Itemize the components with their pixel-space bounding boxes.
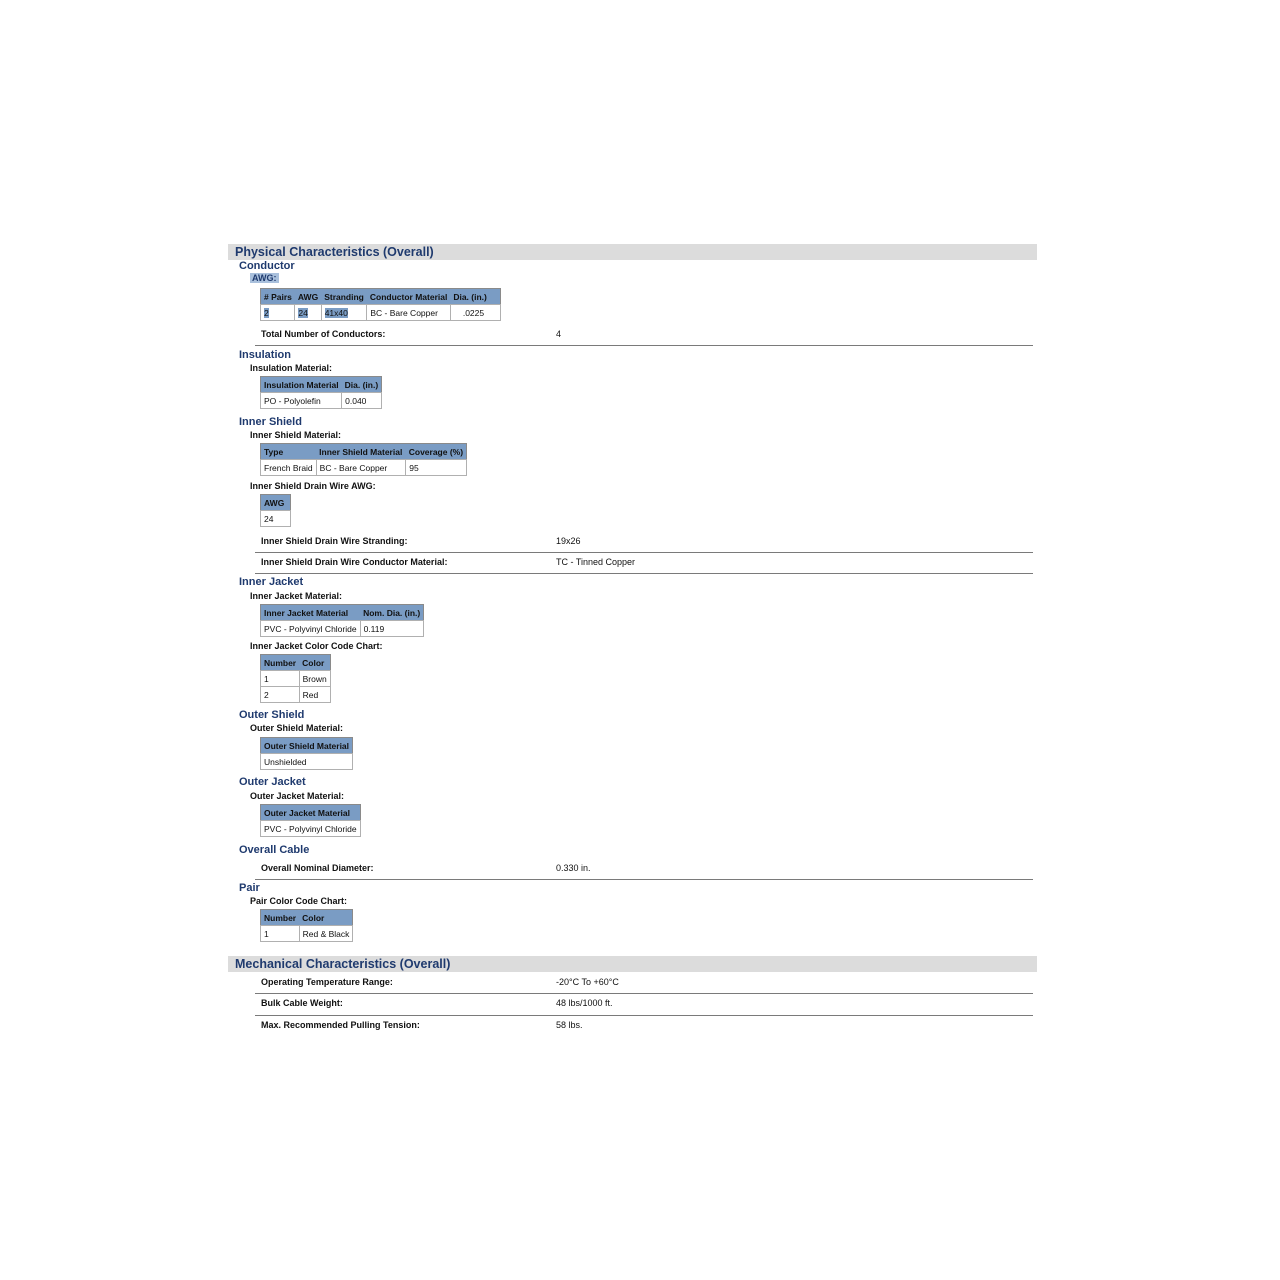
col-header-pairs: # Pairs (261, 289, 295, 305)
table-header-row (261, 655, 331, 671)
inner-jacket-color-label: Inner Jacket Color Code Chart: (250, 641, 383, 651)
inner-shield-drain-awg-label: Inner Shield Drain Wire AWG: (250, 481, 376, 491)
table-header-row (261, 377, 382, 393)
outer-shield-material-label: Outer Shield Material: (250, 723, 344, 733)
outer-shield-table (260, 737, 353, 770)
cell-number: 1 (261, 926, 300, 942)
table-header-row (261, 495, 291, 511)
divider (255, 1015, 1033, 1016)
col-header-diameter: Dia. (in.) (450, 289, 500, 305)
table-row (261, 305, 501, 321)
pair-title: Pair (239, 882, 260, 894)
mechanical-section-title: Mechanical Characteristics (Overall) (228, 956, 1037, 972)
pair-color-label: Pair Color Code Chart: (250, 896, 348, 906)
col-header-type: Type (261, 444, 317, 460)
col-header-number: Number (261, 910, 300, 926)
inner-shield-title: Inner Shield (239, 416, 302, 428)
col-header-number: Number (261, 655, 300, 671)
overall-diameter-value: 0.330 in. (556, 863, 591, 873)
divider (255, 345, 1033, 346)
bulk-weight-label: Bulk Cable Weight: (261, 998, 343, 1008)
drain-conductor-label: Inner Shield Drain Wire Conductor Material: (261, 557, 448, 567)
table-row (261, 511, 291, 527)
cell-outer-jacket-material: PVC - Polyvinyl Chloride (261, 821, 361, 837)
outer-shield-title: Outer Shield (239, 709, 305, 721)
cell-stranding-text: 41x40 (324, 307, 348, 318)
cell-awg-text: 24 (298, 307, 308, 318)
cell-number: 1 (261, 671, 300, 687)
operating-temp-label: Operating Temperature Range: (261, 977, 393, 987)
bulk-weight-value: 48 lbs/1000 ft. (556, 998, 613, 1008)
outer-jacket-title: Outer Jacket (239, 776, 306, 788)
table-header-row (261, 738, 353, 754)
cell-inner-shield-material: BC - Bare Copper (316, 460, 406, 476)
col-header-insulation-material: Insulation Material (261, 377, 342, 393)
cell-coverage: 95 (406, 460, 467, 476)
table-header-row (261, 805, 361, 821)
table-row (261, 754, 353, 770)
table-header-row (261, 605, 424, 621)
divider (255, 879, 1033, 880)
cell-awg (295, 305, 321, 321)
divider (255, 552, 1033, 553)
physical-section-title: Physical Characteristics (Overall) (228, 244, 1037, 260)
total-conductors-value: 4 (556, 329, 562, 339)
table-row (261, 621, 424, 637)
col-header-diameter: Dia. (in.) (342, 377, 382, 393)
table-row (261, 460, 467, 476)
overall-cable-title: Overall Cable (239, 844, 310, 856)
conductor-title: Conductor (239, 260, 295, 272)
col-header-awg: AWG (295, 289, 321, 305)
table-header-row (261, 910, 353, 926)
table-row (261, 926, 353, 942)
divider (255, 573, 1033, 574)
col-header-color: Color (299, 655, 330, 671)
pulling-tension-label: Max. Recommended Pulling Tension: (261, 1020, 420, 1030)
cell-pairs-text: 2 (264, 307, 269, 318)
col-header-coverage: Coverage (%) (406, 444, 467, 460)
cell-pairs (261, 305, 295, 321)
col-header-nominal-diameter: Nom. Dia. (in.) (360, 605, 424, 621)
insulation-material-label: Insulation Material: (250, 363, 333, 373)
total-conductors-label: Total Number of Conductors: (261, 329, 386, 339)
operating-temp-value: -20°C To +60°C (556, 977, 619, 987)
col-header-outer-shield-material: Outer Shield Material (261, 738, 353, 754)
cell-color: Brown (299, 671, 330, 687)
cell-nominal-diameter: 0.119 (360, 621, 424, 637)
divider (255, 993, 1033, 994)
table-header-row (261, 444, 467, 460)
col-header-awg: AWG (261, 495, 291, 511)
inner-jacket-material-label: Inner Jacket Material: (250, 591, 343, 601)
pair-color-table (260, 909, 353, 942)
col-header-outer-jacket-material: Outer Jacket Material (261, 805, 361, 821)
drain-conductor-value: TC - Tinned Copper (556, 557, 636, 567)
inner-jacket-color-table (260, 654, 331, 703)
table-header-row (261, 289, 501, 305)
drain-stranding-label: Inner Shield Drain Wire Stranding: (261, 536, 408, 546)
outer-jacket-table (260, 804, 361, 837)
outer-jacket-material-label: Outer Jacket Material: (250, 791, 345, 801)
col-header-color: Color (299, 910, 353, 926)
table-row (261, 821, 361, 837)
cell-diameter: .0225 (450, 305, 500, 321)
pulling-tension-value: 58 lbs. (556, 1020, 583, 1030)
cell-stranding (321, 305, 367, 321)
insulation-table (260, 376, 382, 409)
inner-shield-drain-awg-table (260, 494, 291, 527)
inner-shield-table (260, 443, 467, 476)
inner-shield-material-label: Inner Shield Material: (250, 430, 342, 440)
drain-stranding-value: 19x26 (556, 536, 581, 546)
col-header-stranding: Stranding (321, 289, 367, 305)
cell-type: French Braid (261, 460, 317, 476)
table-row (261, 393, 382, 409)
cell-conductor-material: BC - Bare Copper (367, 305, 450, 321)
insulation-title: Insulation (239, 349, 291, 361)
cell-color: Red & Black (299, 926, 353, 942)
col-header-inner-shield-material: Inner Shield Material (316, 444, 406, 460)
cell-outer-shield-material: Unshielded (261, 754, 353, 770)
inner-jacket-title: Inner Jacket (239, 576, 304, 588)
conductor-table (260, 288, 501, 321)
cell-diameter: 0.040 (342, 393, 382, 409)
cell-awg: 24 (261, 511, 291, 527)
overall-diameter-label: Overall Nominal Diameter: (261, 863, 374, 873)
cell-number: 2 (261, 687, 300, 703)
inner-jacket-table (260, 604, 424, 637)
conductor-awg-label: AWG: (252, 273, 277, 283)
cell-inner-jacket-material: PVC - Polyvinyl Chloride (261, 621, 361, 637)
table-row (261, 687, 331, 703)
col-header-inner-jacket-material: Inner Jacket Material (261, 605, 361, 621)
cell-insulation-material: PO - Polyolefin (261, 393, 342, 409)
col-header-conductor-material: Conductor Material (367, 289, 450, 305)
cell-color: Red (299, 687, 330, 703)
table-row (261, 671, 331, 687)
